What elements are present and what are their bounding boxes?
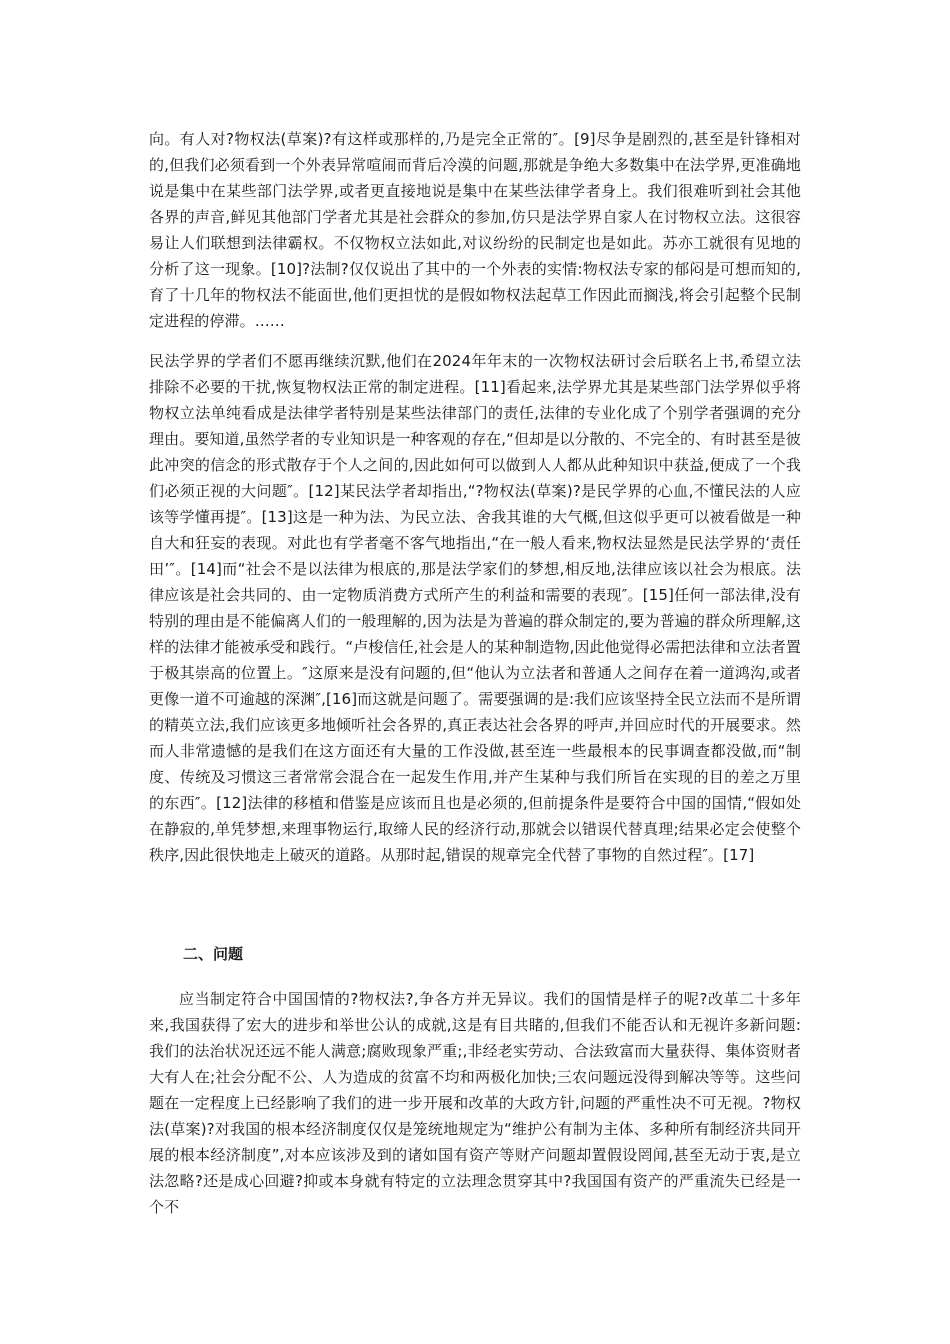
paragraph-1: 向。有人对?物权法(草案)?有这样或那样的,乃是完全正常的″。[9]尽争是剧烈的,甚至是针锋相对的,但我们必须看到一个外表异常喧闹而背后冷漠的问题,那就是争绝大多数集中在法学界,更准确地说是集中在某些部门法学界,或者更直接地说是集中在某些法律学者身上。我们很难听到社会其他各界的声音,鲜见其他部门学者尤其是社会群众的参加,仿只是法学界自家人在讨物权立法。这很容易让人们联想到法律霸权。不仅物权立法如此,对议纷纷的民制定也是如此。苏亦工就很有见地的分析了这一现象。[10]?法制?仅仅说出了其中的一个外表的实情:物权法专家的郁闷是可想而知的,育了十几年的物权法不能面世,他们更担忧的是假如物权法起草工作因此而搁浅,将会引起整个民制定进程的停滞。…… xyxy=(149,130,801,330)
section-heading: 二、问题 xyxy=(183,945,244,963)
paragraph-3: 应当制定符合中国国情的?物权法?,争各方并无异议。我们的国情是样子的呢?改革二十多年来,我国获得了宏大的进步和举世公认的成就,这是有目共睹的,但我们不能否认和无视许多新问题:我们的法治状况还远不能人满意;腐败现象严重;,非经老实劳动、合法致富而大量获得、集体资财者大有人在;社会分配不公、人为造成的贫富不均和两极化加快;三农问题远没得到解决等等。这些问题在一定程度上已经影响了我们的进一步开展和改革的大政方针,问题的严重性决不可无视。?物权法(草案)?对我国的根本经济制度仅仅是笼统地规定为“维护公有制为主体、多种所有制经济共同开展的根本经济制度”,对本应该涉及到的诸如国有资产等财产问题却置假设罔闻,甚至无动于衷,是立法忽略?还是成心回避?抑或本身就有特定的立法理念贯穿其中?我国国有资产的严重流失已经是一个不 xyxy=(149,990,801,1216)
paragraph-2: 民法学界的学者们不愿再继续沉默,他们在2024年年末的一次物权法研讨会后联名上书,希望立法排除不必要的干扰,恢复物权法正常的制定进程。[11]看起来,法学界尤其是某些部门法学界似乎将物权立法单纯看成是法律学者特别是某些法律部门的责任,法律的专业化成了个别学者强调的充分理由。要知道,虽然学者的专业知识是一种客观的存在,“但却是以分散的、不完全的、有时甚至是彼此冲突的信念的形式散存于个人之间的,因此如何可以做到人人都从此种知识中获益,便成了一个我们必须正视的大问题″。[12]某民法学者却指出,“?物权法(草案)?是民学界的心血,不懂民法的人应该等学懂再提″。[13]这是一种为法、为民立法、舍我其谁的大气概,但这似乎更可以被看做是一种自大和狂妄的表现。对此也有学者毫不客气地指出,“在一般人看来,物权法显然是民法学界的‘责任田’″。[14]而“社会不是以法律为根底的,那是法学家们的梦想,相反地,法律应该以社会为根底。法律应该是社会共同的、由一定物质消费方式所产生的利益和需要的表现″。[15]任何一部法律,没有特别的理由是不能偏离人们的一般理解的,因为法是为普遍的群众制定的,要为普遍的群众所理解,这样的法律才能被承受和践行。“卢梭信任,社会是人的某种制造物,因此他觉得必需把法律和立法者置于极其崇高的位置上。″这原来是没有问题的,但“他认为立法者和普通人之间存在着一道鸿沟,或者更像一道不可逾越的深渊″,[16]而这就是问题了。需要强调的是:我们应该坚持全民立法而不是所谓的精英立法,我们应该更多地倾听社会各界的,真正表达社会各界的呼声,并回应时代的开展要求。然而人非常遗憾的是我们在这方面还有大量的工作没做,甚至连一些最根本的民事调查都没做,而“制度、传统及习惯这三者常常会混合在一起发生作用,并产生某种与我们所旨在实现的目的差之万里的东西″。[12]法律的移植和借鉴是应该而且也是必须的,但前提条件是要符合中国的国情,“假如处在静寂的,单凭梦想,来理事物运行,取缔人民的经济行动,那就会以错误代替真理;结果必定会使整个秩序,因此很快地走上破灭的道路。从那时起,错误的规章完全代替了事物的自然过程″。[17] xyxy=(149,352,801,864)
